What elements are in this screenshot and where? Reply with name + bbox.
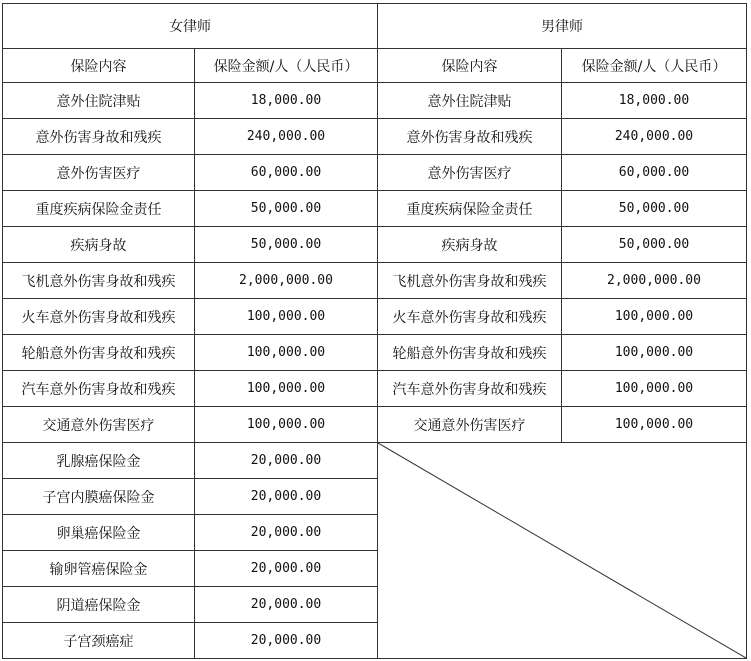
table-row: [3, 155, 747, 191]
male-item-cell: 交通意外伤害医疗: [378, 407, 562, 443]
female-lawyer-header: 女律师: [3, 4, 378, 49]
male-amount-cell: 18,000.00: [562, 83, 747, 119]
male-item-cell: 意外住院津贴: [378, 83, 562, 119]
female-item-cell: 意外伤害身故和残疾: [3, 119, 195, 155]
male-item-cell: 火车意外伤害身故和残疾: [378, 299, 562, 335]
male-item-cell: 重度疾病保险金责任: [378, 191, 562, 227]
table-row: [3, 191, 747, 227]
male-amount-cell: 100,000.00: [562, 371, 747, 407]
female-amount-cell: 2,000,000.00: [195, 263, 378, 299]
male-amount-column-header: 保险金额/人（人民币）: [562, 49, 747, 83]
male-amount-cell: 100,000.00: [562, 299, 747, 335]
diagonal-line-graphic: [378, 443, 746, 658]
female-only-amount-cell: 20,000.00: [195, 479, 378, 515]
female-item-cell: 轮船意外伤害身故和残疾: [3, 335, 195, 371]
table-row: [3, 443, 747, 479]
male-amount-cell: 60,000.00: [562, 155, 747, 191]
female-amount-cell: 50,000.00: [195, 191, 378, 227]
table-row: [3, 263, 747, 299]
female-item-cell: 意外伤害医疗: [3, 155, 195, 191]
female-amount-cell: 240,000.00: [195, 119, 378, 155]
male-item-cell: 飞机意外伤害身故和残疾: [378, 263, 562, 299]
female-item-cell: 交通意外伤害医疗: [3, 407, 195, 443]
female-amount-cell: 100,000.00: [195, 371, 378, 407]
table-row: [3, 119, 747, 155]
female-only-amount-cell: 20,000.00: [195, 587, 378, 623]
female-amount-cell: 100,000.00: [195, 335, 378, 371]
female-item-cell: 重度疾病保险金责任: [3, 191, 195, 227]
insurance-table: [2, 3, 747, 659]
table-row: [3, 83, 747, 119]
female-item-cell: 火车意外伤害身故和残疾: [3, 299, 195, 335]
female-only-item-cell: 子宫颈癌症: [3, 623, 195, 659]
column-header-row: [3, 49, 747, 83]
gender-header-row: [3, 4, 747, 49]
female-only-item-cell: 阴道癌保险金: [3, 587, 195, 623]
insurance-table-wrapper: [2, 3, 746, 659]
male-amount-cell: 240,000.00: [562, 119, 747, 155]
female-amount-cell: 100,000.00: [195, 299, 378, 335]
male-item-cell: 汽车意外伤害身故和残疾: [378, 371, 562, 407]
female-amount-cell: 50,000.00: [195, 227, 378, 263]
female-only-amount-cell: 20,000.00: [195, 515, 378, 551]
table-row: [3, 335, 747, 371]
female-only-item-cell: 卵巢癌保险金: [3, 515, 195, 551]
female-amount-cell: 18,000.00: [195, 83, 378, 119]
male-item-cell: 意外伤害身故和残疾: [378, 119, 562, 155]
female-item-column-header: 保险内容: [3, 49, 195, 83]
male-amount-cell: 50,000.00: [562, 191, 747, 227]
female-item-cell: 飞机意外伤害身故和残疾: [3, 263, 195, 299]
empty-diagonal-cell: [378, 443, 747, 659]
insurance-table-body: [3, 4, 747, 659]
table-row: [3, 227, 747, 263]
male-amount-cell: 2,000,000.00: [562, 263, 747, 299]
male-item-column-header: 保险内容: [378, 49, 562, 83]
male-amount-cell: 50,000.00: [562, 227, 747, 263]
female-only-amount-cell: 20,000.00: [195, 551, 378, 587]
female-item-cell: 疾病身故: [3, 227, 195, 263]
female-only-item-cell: 子宫内膜癌保险金: [3, 479, 195, 515]
female-item-cell: 汽车意外伤害身故和残疾: [3, 371, 195, 407]
table-row: [3, 299, 747, 335]
female-only-item-cell: 乳腺癌保险金: [3, 443, 195, 479]
male-amount-cell: 100,000.00: [562, 407, 747, 443]
female-amount-cell: 60,000.00: [195, 155, 378, 191]
male-item-cell: 疾病身故: [378, 227, 562, 263]
female-only-item-cell: 输卵管癌保险金: [3, 551, 195, 587]
male-lawyer-header: 男律师: [378, 4, 747, 49]
male-item-cell: 意外伤害医疗: [378, 155, 562, 191]
female-amount-column-header: 保险金额/人（人民币）: [195, 49, 378, 83]
diagonal-line: [378, 443, 746, 658]
female-amount-cell: 100,000.00: [195, 407, 378, 443]
table-row: [3, 407, 747, 443]
table-row: [3, 371, 747, 407]
male-amount-cell: 100,000.00: [562, 335, 747, 371]
female-item-cell: 意外住院津贴: [3, 83, 195, 119]
female-only-amount-cell: 20,000.00: [195, 623, 378, 659]
male-item-cell: 轮船意外伤害身故和残疾: [378, 335, 562, 371]
female-only-amount-cell: 20,000.00: [195, 443, 378, 479]
